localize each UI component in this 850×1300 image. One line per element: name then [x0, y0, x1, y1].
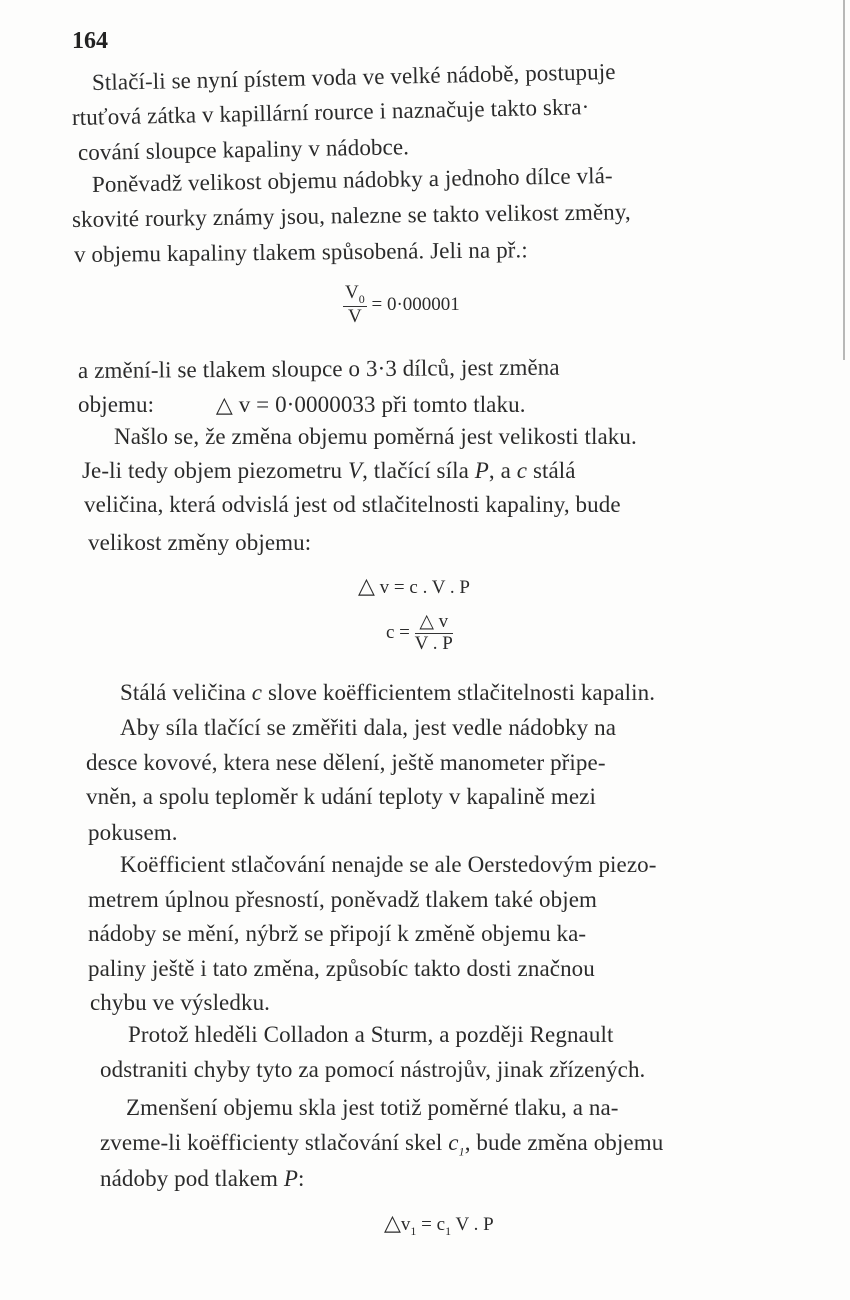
text-span: slove koëfficientem stlačitelnosti kapalin.	[267, 680, 656, 705]
text-line	[120, 680, 655, 706]
text-span: Stálá veličina	[120, 680, 246, 705]
text-line: paliny ještě i tato změna, způsobíc takto dosti značnou	[88, 956, 595, 981]
text-line: velikost změny objemu:	[88, 530, 312, 555]
text-span: v = 0·0000033 při tomto tlaku.	[238, 392, 526, 417]
delta-icon: △	[384, 1210, 401, 1235]
text-line: Našlo se, že změna objemu poměrná jest velikosti tlaku.	[114, 424, 637, 449]
text-line: Poněvadž velikost objemu nádobky a jednoho dílce vlá-	[91, 162, 613, 197]
text-line: Zmenšení objemu skla jest totiž poměrné tlaku, a na-	[126, 1095, 619, 1120]
formula-ratio	[343, 283, 460, 328]
text-line: metrem úplnou přesností, poněvadž tlakem také objem	[88, 887, 598, 912]
variable-c1: $c_1$	[448, 1130, 465, 1159]
text-line: rtuťová zátka v kapillární rource i naznačuje takto skra·	[71, 94, 590, 130]
text-line: odstraniti chyby tyto za pomocí nástrojův, jinak zřízených.	[100, 1057, 646, 1082]
text-span: :	[298, 1166, 305, 1191]
fraction-numerator: $V_0$	[345, 282, 365, 306]
formula-c-definition	[386, 612, 453, 655]
text-line	[100, 1166, 305, 1192]
text-line	[78, 392, 526, 418]
variable-P: P	[283, 1166, 299, 1191]
variable-V: V	[347, 458, 363, 483]
page-number: 164	[72, 28, 108, 54]
text-line: vněn, a spolu teploměr k udání teploty v kapalině mezi	[86, 784, 596, 809]
fraction-numerator: △ v	[415, 612, 453, 634]
text-line: cování sloupce kapaliny v nádobce.	[77, 134, 410, 165]
subscript: 1	[410, 1223, 417, 1238]
text-span: , tlačící síla	[362, 458, 469, 483]
formula-expr: v = c . V . P	[379, 577, 470, 598]
text-line: Protož hleděli Colladon a Sturm, a později Regnault	[128, 1022, 614, 1047]
text-line: chybu ve výsledku.	[90, 990, 271, 1015]
text-line	[82, 458, 576, 484]
text-line: veličina, která odvislá jest od stlačitelnosti kapaliny, bude	[84, 492, 621, 517]
subscript: 1	[445, 1223, 452, 1238]
text-span: nádoby pod tlakem	[100, 1166, 278, 1191]
variable-c: c	[516, 458, 528, 483]
text-line: skovité rourky známy jsou, nalezne se takto velikost změny,	[71, 199, 631, 232]
variable-c: c	[251, 680, 263, 705]
formula-rhs: = 0·000001	[371, 293, 460, 315]
text-line: desce kovové, ktera nese dělení, ještě manometer připe-	[86, 750, 606, 775]
text-span: Stlačí-li se nyní pístem voda ve velké nádobě, postupuje	[91, 59, 616, 95]
text-line: pokusem.	[88, 820, 178, 845]
text-line: Koëfficient stlačování nenajde se ale Oerstedovým piezo-	[120, 852, 657, 877]
page-edge	[843, 0, 845, 360]
text-span: , bude změna objemu	[464, 1130, 664, 1155]
text-span: zveme-li koëfficienty stlačování skel	[100, 1130, 443, 1155]
delta-icon: △	[358, 573, 375, 598]
text-line: nádoby se mění, nýbrž se připojí k změně objemu ka-	[88, 921, 587, 946]
formula-delta-v1	[384, 1210, 494, 1239]
delta-icon: △	[215, 392, 233, 417]
text-line: v objemu kapaliny tlakem spůsobená. Jeli na př.:	[73, 237, 528, 267]
text-line	[92, 56, 782, 96]
variable-P: P	[474, 458, 489, 483]
text-line	[100, 1130, 663, 1160]
formula-v: v	[400, 1214, 411, 1235]
text-span: stálá	[532, 458, 576, 483]
text-line: Aby síla tlačící se změřiti dala, jest vedle nádobky na	[120, 715, 617, 740]
fraction	[415, 612, 453, 655]
text-line: a změní-li se tlakem sloupce o 3·3 dílců, jest změna	[77, 354, 560, 383]
formula-rest: V . P	[451, 1214, 494, 1235]
fraction-denominator: V . P	[414, 632, 453, 654]
text-span: Je-li tedy objem piezometru	[82, 458, 343, 483]
formula-lhs: c =	[386, 621, 410, 643]
formula-delta-v	[358, 573, 470, 599]
text-span: objemu:	[78, 392, 155, 417]
fraction-denominator: V	[348, 305, 362, 327]
text-span: , a	[488, 458, 511, 483]
fraction	[343, 283, 367, 328]
formula-eq: = c	[416, 1214, 446, 1235]
